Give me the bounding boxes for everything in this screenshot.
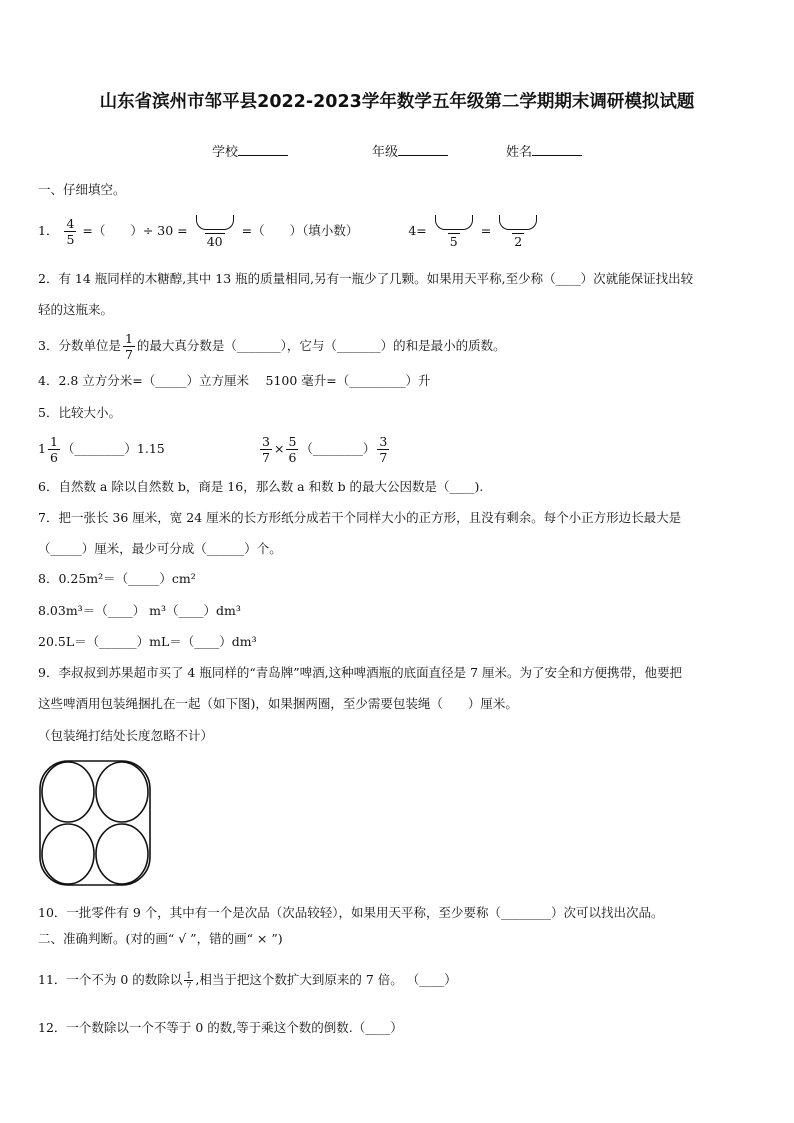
q1-middle: =（ ）÷ 30 = [82, 223, 188, 238]
q5a-compare: （________）1.15 [61, 441, 165, 456]
name-label: 姓名 [506, 145, 533, 160]
question-4: 4．2.8 立方分米=（_____）立方厘米 5100 毫升=（_________）升 [38, 373, 431, 388]
q1-fraction-c: 5 [433, 215, 475, 249]
question-8c: 20.5L＝（______）mL＝（____）dm³ [38, 634, 257, 649]
q1-fraction-b: 40 [194, 215, 236, 249]
bottle-top-right [96, 762, 148, 822]
q1-fraction-a: $\frac{4}{5}$ [66, 216, 75, 247]
question-8b: 8.03m³＝（____） m³（____）dm³ [38, 603, 241, 618]
question-9-line-2: 这些啤酒用包装绳捆扎在一起（如下图)，如果捆两圈，至少需要包装绳（ ）厘米。 [38, 696, 518, 711]
grade-field[interactable] [372, 141, 448, 160]
question-5a [38, 430, 165, 468]
grade-label: 年级 [372, 145, 399, 160]
q3-pre: 3．分数单位是 [38, 338, 121, 353]
rope-loop-shape [40, 761, 150, 885]
q5a-whole: 1 [38, 441, 46, 456]
q5b-compare: （________） [300, 441, 376, 456]
question-7-line-2: （_____）厘米，最少可分成（______）个。 [38, 541, 282, 556]
question-5-heading: 5．比较大小。 [38, 405, 121, 420]
question-11 [38, 965, 457, 995]
q5b-fraction-3: $\frac{3}{7}$ [379, 434, 388, 465]
q1-fraction-d: 2 [497, 215, 539, 249]
question-5b [258, 430, 391, 468]
q5b-fraction-1: $\frac{3}{7}$ [262, 434, 270, 465]
question-1 [38, 212, 541, 250]
question-6: 6．自然数 a 除以自然数 b，商是 16，那么数 a 和数 b 的最大公因数是（____). [38, 479, 484, 494]
q1-equals: = [480, 223, 492, 238]
q1-number: 1． [38, 223, 59, 238]
section-1-heading: 一、仔细填空。 [38, 182, 126, 197]
q11-post: ,相当于把这个数扩大到原来的 7 倍。 （____） [195, 972, 457, 987]
question-2-line-1: 2．有 14 瓶同样的木糖醇,其中 13 瓶的质量相同,另有一瓶少了几颗。如果用天平称,至少称（____）次就能保证找出较 [38, 271, 694, 286]
q1-lead4: 4= [408, 223, 427, 238]
school-field[interactable] [212, 141, 288, 160]
page-title: 山东省滨州市邹平县2022-2023学年数学五年级第二学期期末调研模拟试题 [99, 92, 695, 112]
q1-tail: =（ ）（填小数） [241, 223, 359, 238]
question-7-line-1: 7．把一张长 36 厘米，宽 24 厘米的长方形纸分成若干个同样大小的正方形，且没有剩余。每个小正方形边长最大是 [38, 510, 682, 525]
q3-fraction: $\frac{1}{7}$ [124, 331, 133, 362]
question-9-line-1: 9．李叔叔到苏果超市买了 4 瓶同样的“青岛牌”啤酒,这种啤酒瓶的底面直径是 7 厘米。为了安全和方便携带，他要把 [38, 665, 683, 680]
q5b-times: × [273, 441, 285, 456]
q11-pre: 11．一个不为 0 的数除以 [38, 972, 183, 987]
name-field[interactable] [506, 141, 582, 160]
question-9-note: （包装绳打结处长度忽略不计） [38, 728, 214, 743]
question-8a: 8．0.25m²＝（_____）cm² [38, 571, 196, 586]
bottle-bottom-right [96, 824, 148, 884]
question-12: 12．一个数除以一个不等于 0 的数,等于乘这个数的倒数.（____） [38, 1020, 403, 1035]
bottle-bottom-left [42, 824, 94, 884]
question-3 [38, 330, 506, 362]
q5b-fraction-2: $\frac{5}{6}$ [288, 434, 297, 465]
q5a-fraction: $\frac{1}{6}$ [49, 434, 58, 465]
bottle-top-left [42, 762, 94, 822]
school-label: 学校 [212, 145, 239, 160]
q11-fraction: $\frac{1}{7}$ [186, 971, 192, 990]
question-2-line-2: 轻的这瓶来。 [38, 302, 114, 317]
question-10: 10．一批零件有 9 个，其中有一个是次品（次品较轻），如果用天平称，至少要称（________）次可以找出次品。 [38, 905, 664, 920]
q3-post: 的最大真分数是（_______），它与（_______）的和是最小的质数。 [136, 338, 506, 353]
section-2-heading: 二、准确判断。(对的画“ √ ”，错的画“ × ”) [38, 931, 283, 946]
bottles-bundle-figure [36, 758, 156, 888]
